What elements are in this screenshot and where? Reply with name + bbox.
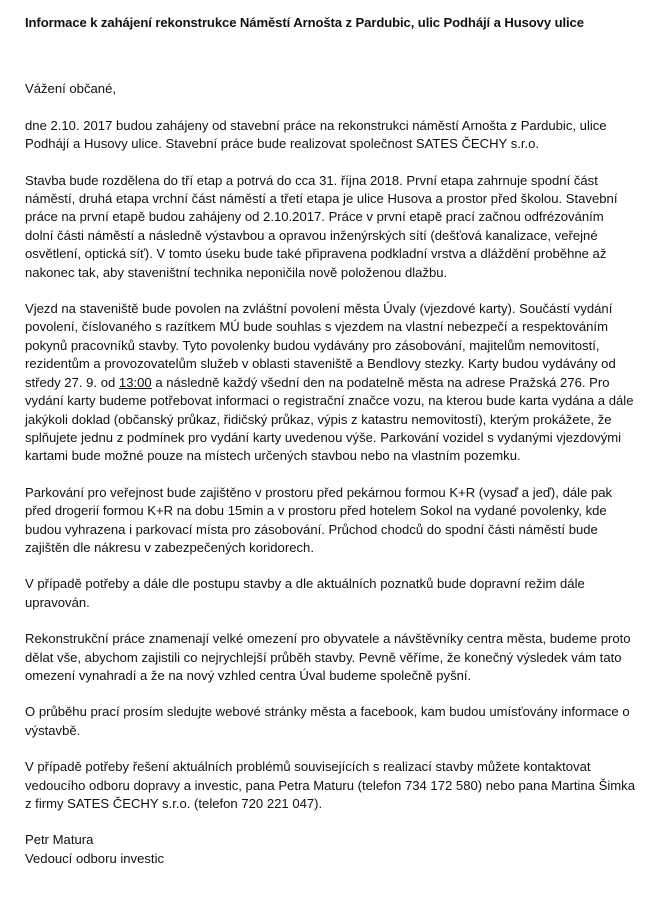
greeting: Vážení občané,: [25, 81, 116, 97]
permits-text-1: Vjezd na staveniště bude povolen na zvláštní povolení města Úvaly (vjezdové karty). Součástí vydání povolení, číslovaného s razítkem MÚ bude souhlas s vjezdem na vlastní nebezpečí a respektováním pokynů pracovníků stavby. Tyto povolenky budou vydávány pro zásobování, majitelům nemovitostí, rezidentům a provozovatelům služeb v oblasti staveniště a Bendlovy stezky. Karty budou vydávány od středy 27. 9. od: [25, 301, 616, 390]
paragraph-apology: Rekonstrukční práce znamenají velké omezení pro obyvatele a návštěvníky centra města, budeme proto dělat vše, abychom zajistili co nejrychlejší průběh stavby. Pevně věříme, že konečný výsledek vám tato omezení vynahradí a že na nový vzhled centra Úval budeme společně pyšní.: [25, 631, 631, 683]
paragraph-access-permits: [25, 300, 635, 466]
paragraph-traffic-regime: V případě potřeby a dále dle postupu stavby a dle aktuálních poznatků bude dopravní režim dále upravován.: [25, 576, 585, 610]
paragraph-stages: Stavba bude rozdělena do tří etap a potrvá do cca 31. října 2018. První etapa zahrnuje spodní část náměstí, druhá etapa vrchní část náměstí a třetí etapa je ulice Husova a prostor před školou. Stavební práce na první etapě budou zahájeny od 2.10.2017. Práce v první etapě prací začnou odfrézováním dolní části náměstí a následně výstavbou a opravou inženýrských sítí (dešťová kanalizace, veřejné osvětlení, optická síť). V tomto úseku bude také připravena podkladní vrstva a dláždění proběhne až nakonec tak, aby staveništní technika neponičila nově položenou dlažbu.: [25, 172, 618, 280]
paragraph-public-parking: Parkování pro veřejnost bude zajištěno v prostoru před pekárnou formou K+R (vysaď a jeď), dále pak před drogerií formou K+R na dobu 15min a v prostoru před hotelem Sokol na vydané povolenky, kde budou vyhrazena i parkovací místa pro zásobování. Průchod chodců do spodní části náměstí bude zajištěn dle nákresu v zabezpečených koridorech.: [25, 484, 613, 555]
paragraph-contacts: V případě potřeby řešení aktuálních problémů souvisejících s realizací stavby můžete kontaktovat vedoucího odboru dopravy a investic, pana Petra Maturu (telefon 734 172 580) nebo pana Martina Šimka z firmy SATES ČECHY s.r.o. (telefon 720 221 047).: [25, 759, 635, 811]
signature-name: Petr Matura: [25, 832, 94, 848]
paragraph-updates: O průběhu prací prosím sledujte webové stránky města a facebook, kam budou umísťovány informace o výstavbě.: [25, 704, 630, 738]
permits-text-2: a následně každý všední den na podatelně města na adrese Pražská 276. Pro vydání karty budeme potřebovat informaci o registrační značce vozu, na kterou bude karta vydána a dále jakýkoli doklad (občanský průkaz, řidičský průkaz, výpis z katastru nemovitostí), kterým prokážete, že splňujete jednu z podmínek pro vydání karty uvedenou výše. Parkování vozidel s vydanými vjezdovými kartami bude možné pouze na místech určených stavbou nebo na vlastním pozemku.: [25, 374, 634, 464]
paragraph-start-date: dne 2.10. 2017 budou zahájeny od stavební práce na rekonstrukci náměstí Arnošta z Pardubic, ulice Podhájí a Husovy ulice. Stavební práce bude realizovat společnost SATES ČECHY s.r.o.: [25, 117, 607, 152]
permits-start-time: 13:00: [118, 374, 152, 390]
signature-role: Vedoucí odboru investic: [25, 850, 165, 866]
document-title: Informace k zahájení rekonstrukce Náměstí Arnošta z Pardubic, ulic Podhájí a Husovy ulice: [25, 15, 584, 30]
